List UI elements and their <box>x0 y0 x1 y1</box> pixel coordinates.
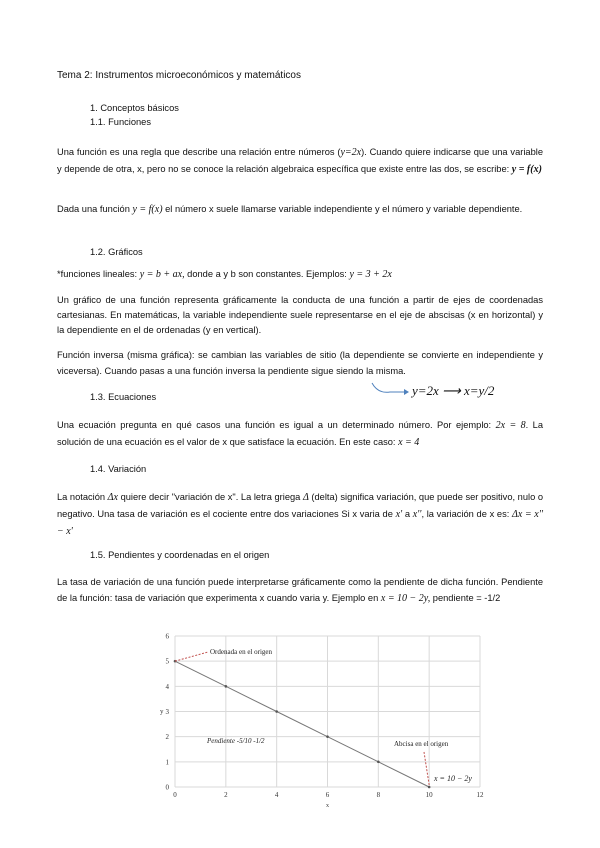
x-tick-label: 2 <box>224 791 228 799</box>
y-tick-label: 5 <box>165 657 169 666</box>
math: y = f(x) <box>511 164 542 175</box>
inverse-formula: y=2x ⟶ x=y/2 <box>412 383 495 398</box>
math: y = b + ax, <box>139 269 185 280</box>
subsection-heading: 1.4. Variación <box>90 464 147 474</box>
text: pendiente = -1/2 <box>430 593 501 603</box>
annotation-text: Pendiente -5/10 -1/2 <box>207 737 265 745</box>
y-tick-label: 3 <box>165 708 169 716</box>
x-tick-label: 10 <box>425 791 433 799</box>
data-point <box>377 761 380 764</box>
x-tick-label: 4 <box>274 791 279 799</box>
y-tick-label: 1 <box>165 758 169 767</box>
subsection-heading: 1.3. Ecuaciones <box>90 392 157 402</box>
text: La tasa de variación de una función puede interpretarse gráficamente como la pendiente de dicha función. Pendiente de la función: tasa de variación que experimenta x cuando varia y. Ejemplo en <box>57 577 543 603</box>
x-tick-label: 12 <box>476 791 484 799</box>
text: Dada una función <box>57 204 133 214</box>
math: y=2x <box>340 147 362 158</box>
text: donde a y b son constantes. Ejemplos: <box>184 269 350 279</box>
text: el número x suele llamarse variable independiente y el número y variable dependiente. <box>162 204 523 214</box>
data-point <box>326 735 329 738</box>
text: . La solución de una ecuación es el valor de x que satisface la ecuación. En este caso: <box>57 420 544 447</box>
math: y = 3 + 2x <box>349 269 392 280</box>
y-tick-label: 6 <box>165 632 169 641</box>
y-axis-label: y <box>160 707 164 716</box>
data-point <box>275 710 278 713</box>
x-tick-label: 6 <box>325 791 330 799</box>
math: x'' <box>412 509 422 520</box>
subsection-heading: 1.1. Funciones <box>90 117 151 127</box>
annotation-arrow <box>424 752 429 785</box>
text: (delta) significa variación, que puede ser positivo, nulo o negativo. Una tasa de variación es el cociente entre dos variaciones Si x varia de <box>57 492 544 519</box>
text: *funciones lineales: <box>57 269 140 279</box>
math: Δx = x'' − x' <box>57 509 544 537</box>
series-line <box>175 661 429 787</box>
x-tick-label: 0 <box>173 791 177 799</box>
math: x = 4 <box>398 437 420 448</box>
y-tick-label: 2 <box>165 733 169 742</box>
paragraph: Función inversa (misma gráfica): se cambian las variables de sitio (la dependiente se convierte en independiente y viceversa). Cuando pasas a una función inversa la pendiente sigue siendo la misma. <box>57 350 543 376</box>
page-title: Tema 2: Instrumentos microeconómicos y matemáticos <box>57 70 301 81</box>
data-point <box>225 685 228 688</box>
annotation-text: Ordenada en el origen <box>210 648 272 656</box>
subsection-heading: 1.5. Pendientes y coordenadas en el origen <box>90 550 270 560</box>
x-axis-label: x <box>326 803 329 809</box>
text: a <box>402 509 413 519</box>
math: y = f(x) <box>132 204 163 215</box>
paragraph: Un gráfico de una función representa gráficamente la conducta de una función a partir de ejes de coordenadas cartesianas. En matemáticas, la variable independiente suele representarse en el eje de abscisas (x en horizontal) y la dependiente en el de ordenadas (y en vertical). <box>57 295 543 335</box>
math: x = 10 − 2y, <box>380 593 431 604</box>
section-heading: 1. Conceptos básicos <box>90 103 179 113</box>
text: ). Cuando quiere indicarse que una variable y depende de otra, x, pero no se conoce la relación algebraica específica que existe entre las dos, se escribe: <box>57 147 543 174</box>
math: Δ <box>302 492 309 503</box>
annotation-text: Abcisa en el origen <box>394 740 449 748</box>
text: Una ecuación pregunta en qué casos una función es igual a un determinado número. Por ejemplo: <box>57 420 496 430</box>
annotation-text: x = 10 − 2y <box>434 774 472 783</box>
math: Δx <box>107 492 118 503</box>
y-tick-label: 4 <box>165 682 169 691</box>
math: x' <box>395 509 403 520</box>
text: , la variación de x es: <box>421 509 513 519</box>
x-tick-label: 8 <box>376 791 381 799</box>
subsection-heading: 1.2. Gráficos <box>90 247 143 257</box>
text: quiere decir "variación de x". La letra griega <box>117 492 303 502</box>
text: La notación <box>57 492 108 502</box>
annotation-arrow <box>175 652 208 661</box>
math: 2x = 8 <box>495 420 526 431</box>
data-point <box>428 786 431 789</box>
y-tick-label: 0 <box>165 783 169 792</box>
text: Una función es una regla que describe una relación entre números ( <box>57 147 341 157</box>
